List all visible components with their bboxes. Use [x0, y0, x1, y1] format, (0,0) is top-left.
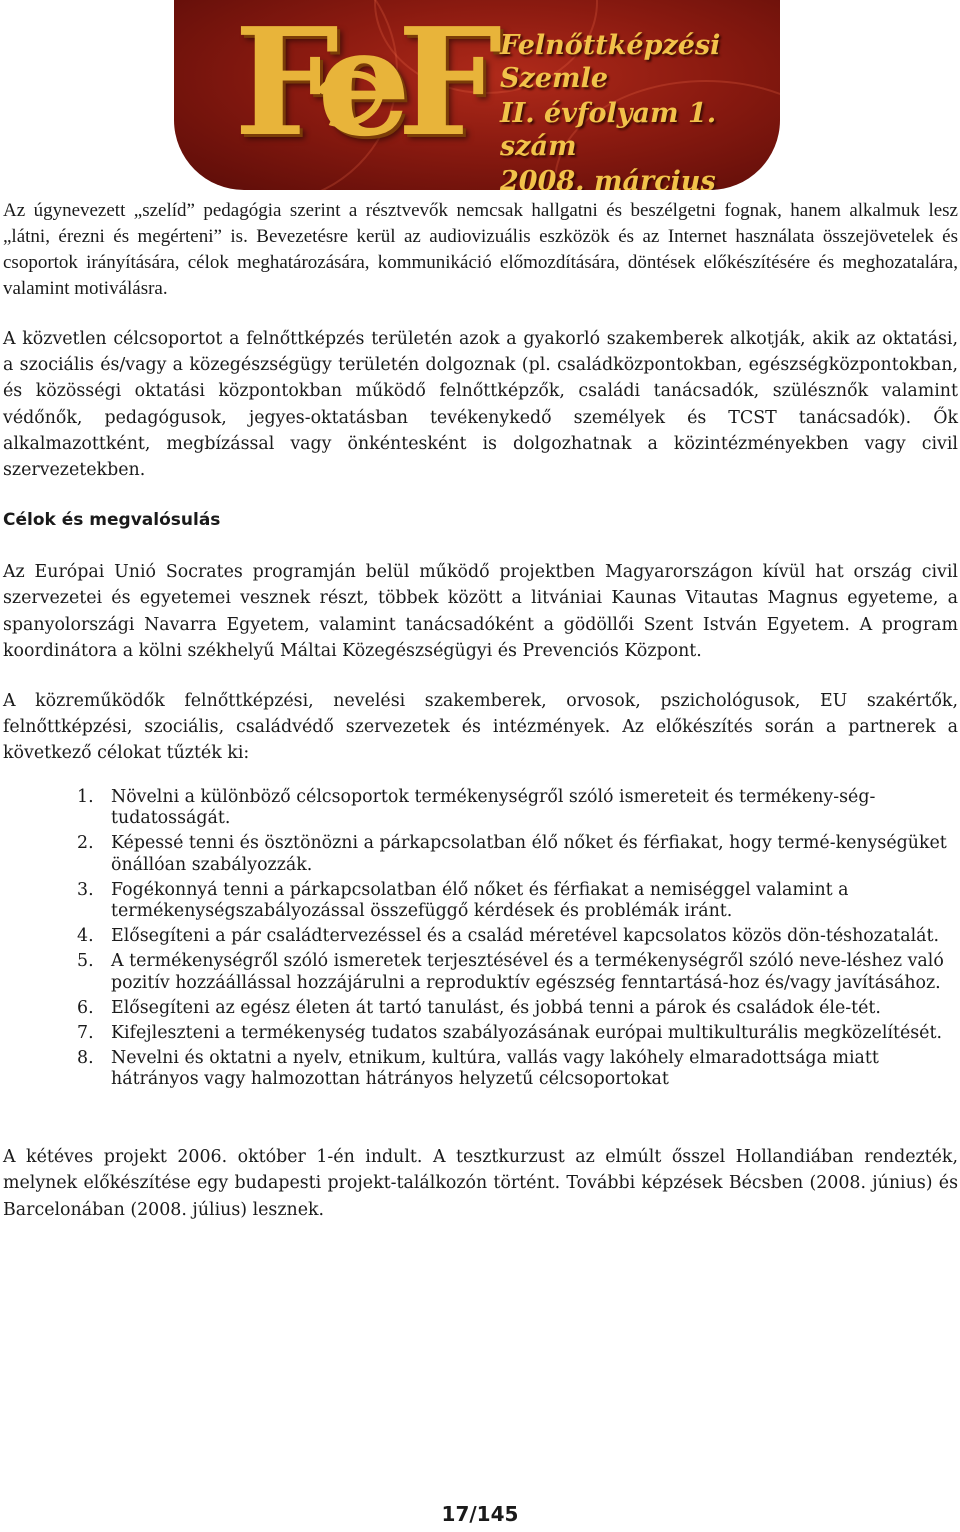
journal-date: 2008. március [500, 165, 716, 190]
journal-volume: II. évfolyam 1. szám [500, 97, 717, 162]
journal-title: Felnőttképzési Szemle [500, 30, 721, 94]
paragraph-target-group: A közvetlen célcsoportot a felnőttképzés területén azok a gyakorló szakemberek alkotják, akik az oktatási, a szociális és/vagy a közegészségügy területén dolgoznak (pl. családközpontokban, egészségközpontokban, és közösségi oktatási központokban működő felnőttképzők, családi tanácsadók, szülésznők valamint védőnők, pedagógusok, jegyes-oktatásban tevékenykedő személyek és TCST tanácsadók). Ők alkalmazottként, megbízással vagy önkéntesként is dolgozhatnak a közintézményekben vagy civil szervezetekben. [3, 329, 958, 481]
page-number: 17/145 [441, 1502, 519, 1526]
list-item: 1. Növelni a különböző célcsoportok termékenységről szóló ismereteit és termékeny-ség-tudatosságát. [77, 786, 876, 829]
list-item: 8. Nevelni és oktatni a nyelv, etnikum, kultúra, vallás vagy lakóhely elmaradottsága miatt hátrányos vagy halmozottan hátrányos helyzetű célcsoportokat [77, 1047, 879, 1090]
article-body [3, 198, 958, 1223]
paragraph-contributors: A közreműködők felnőttképzési, nevelési szakemberek, orvosok, pszichológusok, EU szakértők, felnőttképzési, szociális, családvédő szervezetek és intézmények. Az előkészítés során a partnerek a következő célokat tűzték ki: [3, 691, 958, 764]
section-heading: Célok és megvalósulás [3, 510, 221, 531]
journal-info [500, 30, 780, 190]
list-item: 2. Képessé tenni és ösztönözni a párkapcsolatban élő nőket és férfiakat, hogy termé-kenységüket önállóan szabályozzák. [77, 833, 947, 875]
list-item: 7. Kifejleszteni a termékenység tudatos szabályozásának európai multikulturális megközelítését. [77, 1022, 942, 1043]
list-item: 4. Elősegíteni a pár családtervezéssel és a család méretével kapcsolatos közös dön-téshozatalát. [77, 926, 940, 947]
paragraph-timeline: A kétéves projekt 2006. október 1-én indult. A tesztkurzust az elmúlt ősszel Hollandiában rendezték, melynek előkészítése egy budapesti projekt-találkozón történt. További képzések Bécsben (2008. június) és Barcelonában (2008. július) lesznek. [3, 1147, 958, 1220]
list-item: 3. Fogékonnyá tenni a párkapcsolatban élő nőket és férfiakat a nemiséggel valamint a termékenységszabályozással összefüggő kérdések és problémák iránt. [77, 879, 849, 922]
paragraph-pedagogy: Az úgynevezett „szelíd” pedagógia szerint a résztvevők nemcsak hallgatni és beszélgetni fognak, hanem alkalmuk lesz „látni, érezni és megérteni” is. Bevezetésre kerül az audiovizuális eszközök és az Internet használata összejövetelek és csoportok irányítására, célok meghatározására, kommunikáció előmozdítására, döntések előkészítésére és meghozatalára, valamint motiválásra. [3, 200, 958, 299]
journal-logo: FeF [234, 0, 489, 169]
list-item: 5. A termékenységről szóló ismeretek terjesztésével és a termékenységről szóló neve-léshez való pozitív hozzáállással hozzájárulni a reproduktív egészség fenntartásá-hoz és/vagy javításához. [77, 951, 944, 993]
header-banner [174, 0, 780, 190]
goals-list [3, 787, 958, 1091]
list-item: 6. Elősegíteni az egész életen át tartó tanulást, és jobbá tenni a párok és családok éle-tét. [77, 997, 881, 1018]
paragraph-partners: Az Európai Unió Socrates programján belül működő projektben Magyarországon kívül hat ország civil szervezetei és egyetemei vesznek részt, többek között a litvániai Kaunas Vitautas Magnus egyeteme, a spanyolországi Navarra Egyetem, valamint tanácsadóként a gödöllői Szent István Egyetem. A program koordinátora a kölni székhelyű Máltai Közegészségügyi és Prevenciós Központ. [3, 562, 958, 661]
